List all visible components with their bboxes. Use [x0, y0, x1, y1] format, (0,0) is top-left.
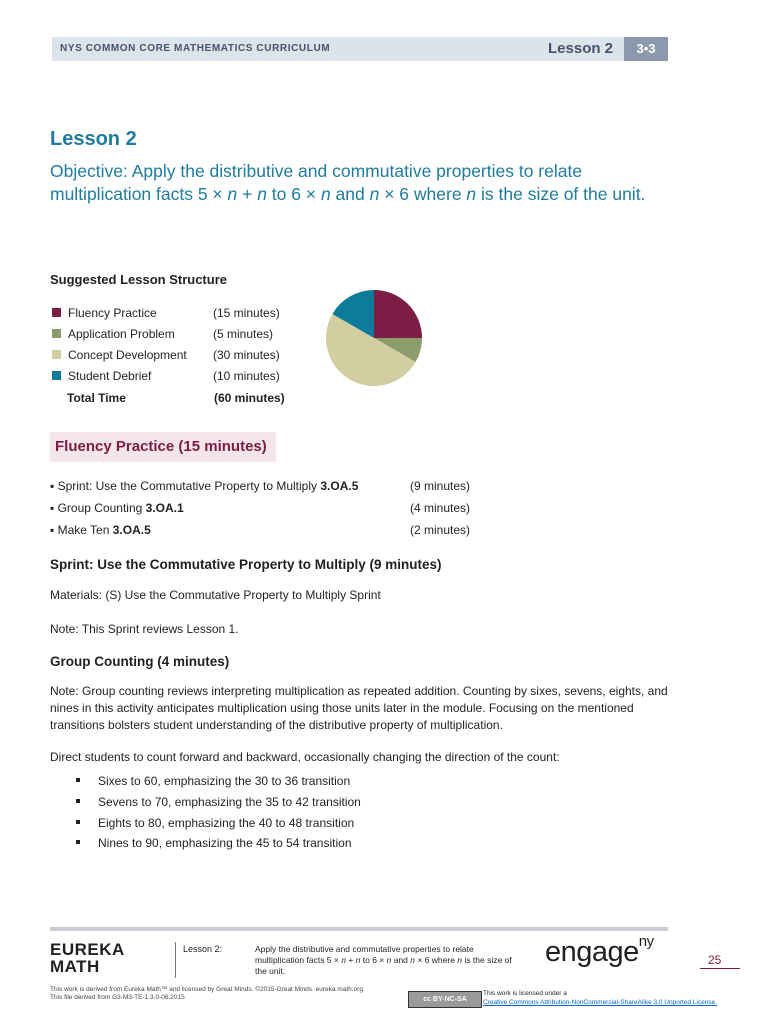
list-item: Nines to 90, emphasizing the 45 to 54 transition: [76, 834, 352, 852]
list-item: Sixes to 60, emphasizing the 30 to 36 transition: [76, 772, 350, 790]
cc-license-badge: cc BY-NC-SA: [408, 991, 482, 1008]
bullet-icon: [76, 820, 80, 824]
group-counting-note: Note: Group counting reviews interpreting multiplication as repeated addition. Counting by sixes, sevens, eights, and nines in this activity anticipates multiplication using those units later in the module. Focusing on the mentioned transitions bolsters student understanding of the distributive property of multiplication.: [50, 684, 668, 732]
activity-item: ▪ Group Counting 3.OA.1 (4 minutes): [50, 501, 471, 515]
footer-attribution: This work is derived from Eureka Math™ and licensed by Great Minds. ©2015-Great Minds. eureka math.org This file derived from G3-M3-TE-1.3.0-06.2015: [50, 986, 363, 1001]
fluency-swatch: [52, 308, 61, 317]
debrief-swatch: [52, 371, 61, 380]
license-text: This work is licensed under a Creative Commons Attribution-NonCommercial-ShareAlike 3.0 Unported License.: [483, 990, 718, 1006]
page-number-underline: [700, 968, 740, 969]
bullet-icon: ▪: [50, 479, 58, 493]
lesson-title: Lesson 2: [50, 128, 137, 150]
structure-row: Fluency Practice (15 minutes): [52, 304, 280, 322]
group-counting-heading: Group Counting (4 minutes): [50, 654, 230, 669]
lesson-structure-pie-chart: [324, 288, 424, 388]
concept-swatch: [52, 350, 61, 359]
footer-separator: [175, 942, 176, 978]
bullet-icon: [76, 778, 80, 782]
page-number: 25: [708, 953, 722, 967]
header-lesson: Lesson 2: [548, 40, 614, 57]
pie-slice-fluency-practice: [374, 290, 422, 338]
group-counting-direction: Direct students to count forward and backward, occasionally changing the direction of the count:: [50, 750, 560, 764]
sprint-note: Note: This Sprint reviews Lesson 1.: [50, 622, 239, 636]
footer-objective: Apply the distributive and commutative properties to relate multiplication facts 5 × n + n to 6 × n and n × 6 where n is the size of the unit.: [255, 944, 512, 976]
application-swatch: [52, 329, 61, 338]
license-link[interactable]: Creative Commons Attribution-NonCommercial-ShareAlike 3.0 Unported License.: [483, 999, 718, 1006]
fluency-heading: Fluency Practice (15 minutes): [55, 438, 267, 455]
grade-module-badge: 3•3: [624, 37, 668, 61]
structure-row: Student Debrief (10 minutes): [52, 367, 280, 385]
bullet-icon: ▪: [50, 523, 58, 537]
structure-row: Concept Development (30 minutes): [52, 346, 280, 364]
bullet-icon: [76, 799, 80, 803]
sprint-materials: Materials: (S) Use the Commutative Property to Multiply Sprint: [50, 588, 381, 602]
total-time-row: Total Time (60 minutes): [67, 391, 285, 405]
activity-item: ▪ Make Ten 3.OA.5 (2 minutes): [50, 523, 471, 537]
bullet-icon: [76, 840, 80, 844]
activity-item: ▪ Sprint: Use the Commutative Property to Multiply 3.OA.5 (9 minutes): [50, 479, 471, 493]
engageny-logo: engage$^{ny}$: [545, 933, 654, 968]
bullet-icon: ▪: [50, 501, 58, 515]
list-item: Eights to 80, emphasizing the 40 to 48 transition: [76, 814, 354, 832]
footer-lesson: Lesson 2:: [183, 944, 223, 954]
sprint-heading: Sprint: Use the Commutative Property to Multiply (9 minutes): [50, 557, 442, 572]
footer-divider: [50, 927, 668, 931]
list-item: Sevens to 70, emphasizing the 35 to 42 transition: [76, 793, 361, 811]
objective: Objective: Apply the distributive and commutative properties to relate multiplication facts 5 × n + n to 6 × n and n × 6 where n is the size of the unit.: [50, 161, 646, 204]
eureka-math-logo: EUREKA MATH: [50, 940, 125, 976]
structure-title: Suggested Lesson Structure: [50, 272, 227, 287]
curriculum-title: NYS COMMON CORE MATHEMATICS CURRICULUM: [60, 43, 331, 54]
structure-row: Application Problem (5 minutes): [52, 325, 273, 343]
